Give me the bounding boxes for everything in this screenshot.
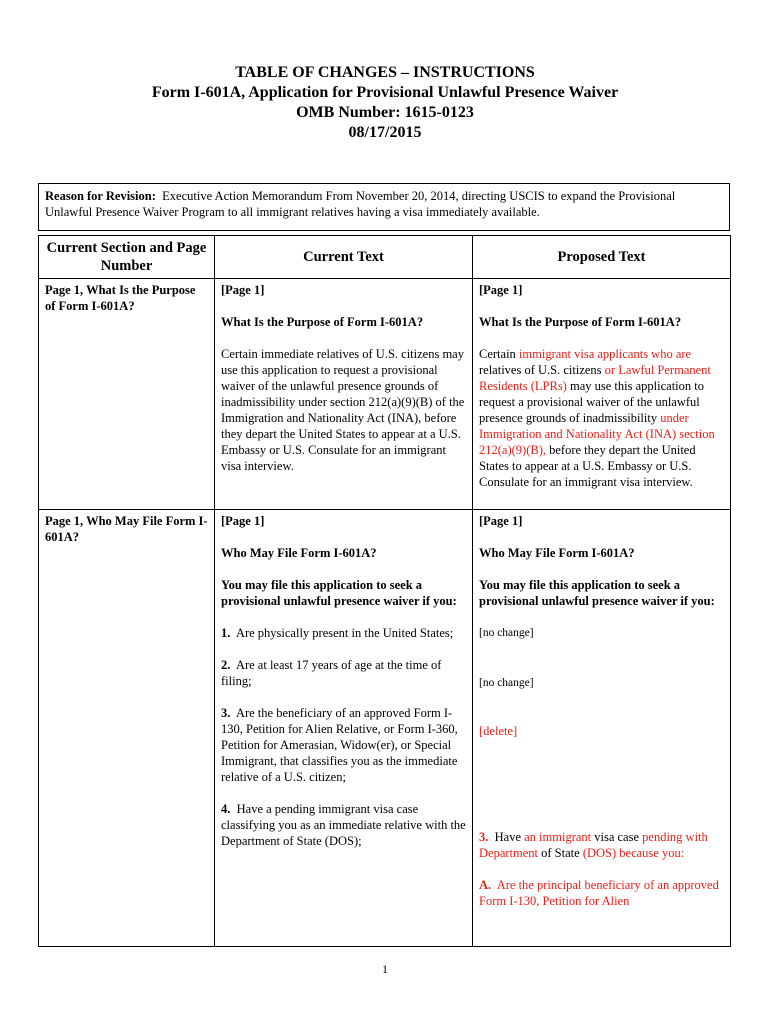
row2-current-page: [Page 1] <box>221 514 265 528</box>
item-letter: A. <box>479 878 492 892</box>
item-text: Have a pending immigrant visa case classifying you as an immediate relative with the Department of State (DOS); <box>221 802 466 848</box>
item-number: 1. <box>221 626 231 640</box>
row1-section: Page 1, What Is the Purpose of Form I-601A? <box>39 279 215 510</box>
proposed-text-inserted: immigrant visa applicants who are <box>518 347 692 361</box>
proposed-text-unchanged: Have <box>494 830 521 844</box>
changes-table <box>38 235 731 947</box>
header-proposed-text: Proposed Text <box>473 236 731 279</box>
delete-marker: [delete] <box>479 724 518 738</box>
table-row <box>39 510 731 947</box>
reason-label: Reason for Revision: <box>45 189 156 203</box>
row2-current-intro: You may file this application to seek a provisional unlawful presence waiver if you: <box>221 578 457 608</box>
row2-current-item-3 <box>221 705 466 785</box>
proposed-text-unchanged: Certain <box>479 347 516 361</box>
row1-current-text <box>215 279 473 510</box>
row2-section: Page 1, Who May File Form I-601A? <box>39 510 215 947</box>
document-header <box>0 63 770 143</box>
row2-current-item-2 <box>221 657 466 689</box>
row1-current-heading: What Is the Purpose of Form I-601A? <box>221 315 424 329</box>
header-omb-number: OMB Number: 1615-0123 <box>296 104 474 121</box>
item-text: Are at least 17 years of age at the time of filing; <box>221 658 442 688</box>
proposed-text-unchanged: relatives of U.S. citizens <box>479 363 602 377</box>
table-row <box>39 279 731 510</box>
proposed-text-inserted: an immigrant <box>524 830 592 844</box>
row1-proposed-text <box>473 279 731 510</box>
row2-proposed-page: [Page 1] <box>479 514 523 528</box>
row1-current-page: [Page 1] <box>221 283 265 297</box>
row1-proposed-body <box>479 346 724 490</box>
row2-current-item-1 <box>221 625 466 641</box>
proposed-text-inserted: pending with Department <box>479 830 708 860</box>
row1-proposed-heading: What Is the Purpose of Form I-601A? <box>479 315 682 329</box>
item-text: Are physically present in the United States; <box>235 626 454 640</box>
row2-current-text <box>215 510 473 947</box>
item-number: 3. <box>479 830 489 844</box>
row2-proposed-heading: Who May File Form I-601A? <box>479 546 635 560</box>
row2-proposed-item-a <box>479 877 724 909</box>
proposed-text-unchanged: of State <box>541 846 580 860</box>
no-change-marker: [no change] <box>479 627 534 639</box>
proposed-text-inserted: (DOS) because you: <box>582 846 685 860</box>
table-header-row <box>39 236 731 279</box>
header-date: 08/17/2015 <box>348 124 422 141</box>
row1-proposed-page: [Page 1] <box>479 283 523 297</box>
page-number: 1 <box>382 962 388 976</box>
header-current-text: Current Text <box>215 236 473 279</box>
proposed-text-unchanged: before they depart the United States to appear at a U.S. Embassy or U.S. Consulate for an immigrant visa interview. <box>479 443 696 489</box>
row2-current-heading: Who May File Form I-601A? <box>221 546 377 560</box>
item-text: Are the principal beneficiary of an approved Form I-130, Petition for Alien <box>479 878 719 908</box>
item-number: 4. <box>221 802 231 816</box>
reason-for-revision-box <box>38 183 730 231</box>
proposed-text-unchanged: may use this application to request a provisional waiver of the unlawful presence grounds of inadmissibility <box>479 379 704 425</box>
item-number: 3. <box>221 706 231 720</box>
row1-current-body: Certain immediate relatives of U.S. citizens may use this application to request a provisional waiver of the unlawful presence grounds of inadmissibility under section 212(a)(9)(B) of the Immigration and Nationality Act (INA), before they depart the United States to appear at a U.S. Embassy or U.S. Consulate for an immigrant visa interview. <box>221 347 465 473</box>
proposed-text-unchanged: visa case <box>594 830 640 844</box>
no-change-marker: [no change] <box>479 677 534 689</box>
row2-proposed-text <box>473 510 731 947</box>
proposed-text-inserted: under Immigration and Nationality Act (INA) section 212(a)(9)(B), <box>479 411 715 457</box>
row2-current-item-4 <box>221 801 466 849</box>
header-form-title: Form I-601A, Application for Provisional Unlawful Presence Waiver <box>151 84 619 101</box>
row2-proposed-item-3 <box>479 829 724 861</box>
proposed-text-inserted: or Lawful Permanent Residents (LPRs) <box>479 363 711 393</box>
header-title: TABLE OF CHANGES – INSTRUCTIONS <box>235 64 535 81</box>
item-number: 2. <box>221 658 231 672</box>
header-current-section: Current Section and Page Number <box>39 236 215 279</box>
item-text: Are the beneficiary of an approved Form I-130, Petition for Alien Relative, or Form I-360, Petition for Amerasian, Widow(er), or Special Immigrant, that classifies you as the immediate relative of a U.S. citizen; <box>221 706 458 784</box>
row2-proposed-intro: You may file this application to seek a provisional unlawful presence waiver if you: <box>479 578 715 608</box>
reason-text: Executive Action Memorandum From November 20, 2014, directing USCIS to expand the Provisional Unlawful Presence Waiver Program to all immigrant relatives having a visa immediately available. <box>45 189 676 219</box>
